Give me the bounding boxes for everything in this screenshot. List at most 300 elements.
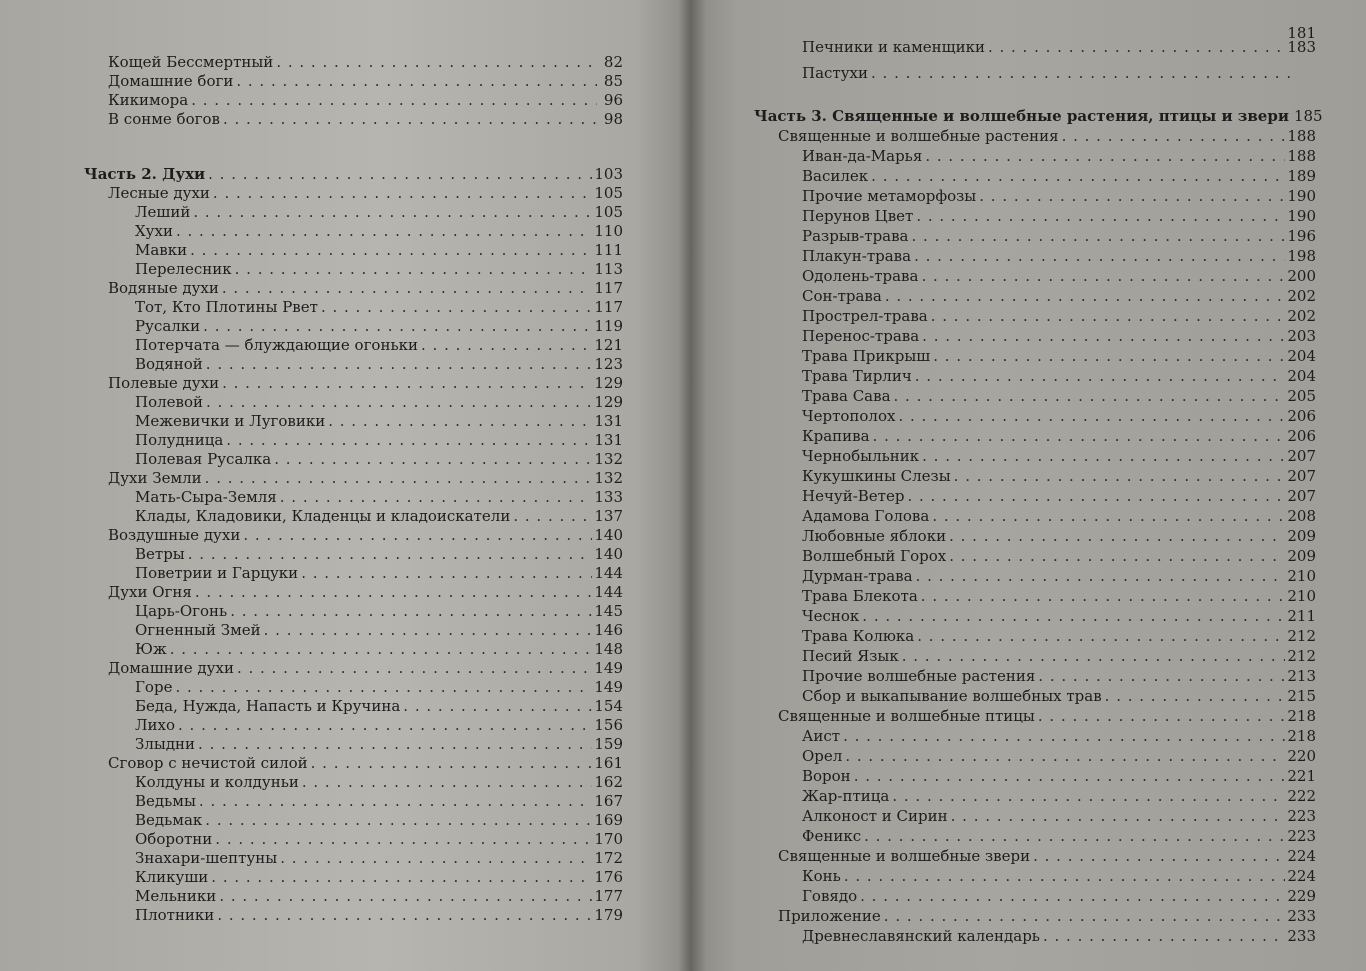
toc-subsection-entry [802, 266, 1316, 285]
toc-subsection-entry [135, 677, 623, 696]
toc-subsection-entry [135, 544, 623, 563]
toc-entry-page: 185 [1293, 107, 1323, 125]
toc-leader-dots [912, 228, 1286, 245]
toc-leader-dots [916, 568, 1286, 585]
toc-entry-title: Разрыв-трава [802, 227, 909, 245]
toc-leader-dots [226, 432, 592, 449]
toc-subsection-entry [135, 297, 623, 316]
toc-section-entry [108, 278, 623, 297]
toc-subsection-entry [135, 772, 623, 791]
toc-leader-dots [1033, 848, 1285, 865]
toc-entry-title: Знахари-шептуны [135, 849, 278, 867]
toc-entry-title: Злыдни [135, 735, 196, 753]
toc-leader-dots [871, 168, 1285, 185]
toc-leader-dots [280, 850, 592, 867]
toc-subsection-entry [802, 63, 1316, 82]
toc-entry-title: Мать-Сыра-Земля [135, 488, 277, 506]
toc-subsection-entry [802, 426, 1316, 445]
toc-subsection-entry [802, 826, 1316, 845]
toc-entry-page: 172 [594, 849, 623, 867]
toc-entry-title: Прострел-трава [802, 307, 928, 325]
toc-leader-dots [921, 268, 1285, 285]
toc-leader-dots [922, 448, 1285, 465]
toc-subsection-entry [802, 586, 1316, 605]
toc-entry-page: 176 [594, 868, 623, 886]
toc-part-heading [84, 164, 623, 183]
toc-entry-title: Алконост и Сирин [802, 807, 948, 825]
toc-entry-title: Клады, Кладовики, Кладенцы и кладоискатели [135, 507, 511, 525]
toc-entry-title: Лесные духи [108, 184, 210, 202]
toc-subsection-entry [135, 487, 623, 506]
toc-subsection-entry [135, 696, 623, 715]
toc-leader-dots [170, 641, 593, 658]
toc-leader-dots [217, 907, 592, 924]
toc-entry-page: 218 [1287, 727, 1316, 745]
toc-entry-title: Водяные духи [108, 279, 219, 297]
toc-entry-title: Ведьмы [135, 792, 196, 810]
toc-entry-page: 207 [1287, 487, 1316, 505]
toc-entry-page: 206 [1287, 427, 1316, 445]
toc-entry-page: 110 [594, 222, 623, 240]
toc-entry-page: 190 [1287, 207, 1316, 225]
toc-entry-page: 85 [603, 72, 623, 90]
toc-entry-page: 223 [1287, 827, 1316, 845]
toc-entry-page: 198 [1287, 247, 1316, 265]
toc-leader-dots [922, 328, 1285, 345]
toc-entry-title: Чернобыльник [802, 447, 920, 465]
toc-subsection-entry [135, 810, 623, 829]
toc-section-entry [108, 183, 623, 202]
toc-entry-title: Тот, Кто Плотины Рвет [135, 298, 318, 316]
toc-subsection-entry [802, 226, 1316, 245]
toc-entry-page: 144 [594, 583, 623, 601]
toc-entry-title: Полевые духи [108, 374, 220, 392]
toc-entry-title: Аист [802, 727, 841, 745]
toc-entry-page: 156 [594, 716, 623, 734]
toc-section-entry [108, 525, 623, 544]
toc-entry-page: 200 [1287, 267, 1316, 285]
toc-leader-dots [222, 375, 592, 392]
toc-entry-title: Плотники [135, 906, 215, 924]
toc-subsection-entry [135, 449, 623, 468]
toc-entry-page: 233 [1287, 927, 1316, 945]
toc-entry-title: Приложение [778, 907, 881, 925]
toc-subsection-entry [135, 202, 623, 221]
toc-leader-dots [195, 584, 592, 601]
toc-leader-dots [175, 679, 592, 696]
toc-section-entry [778, 846, 1316, 865]
toc-entry-title: Юж [135, 640, 167, 658]
toc-entry-page: 203 [1287, 327, 1316, 345]
toc-entry-page: 167 [594, 792, 623, 810]
toc-entry-title: Кукушкины Слезы [802, 467, 951, 485]
toc-subsection-entry [802, 206, 1316, 225]
toc-subsection-entry [802, 306, 1316, 325]
toc-entry-page: 129 [594, 374, 623, 392]
toc-entry-page: 98 [603, 110, 623, 128]
toc-leader-dots [328, 413, 592, 430]
toc-entry-page: 212 [1287, 627, 1316, 645]
toc-subsection-entry [802, 346, 1316, 365]
toc-subsection-entry [135, 563, 623, 582]
toc-entry-title: Волшебный Горох [802, 547, 947, 565]
toc-leader-dots [206, 394, 592, 411]
toc-entry-title: Перунов Цвет [802, 207, 914, 225]
toc-entry-title: Русалки [135, 317, 201, 335]
toc-leader-dots [198, 736, 592, 753]
toc-leader-dots [421, 337, 592, 354]
toc-subsection-entry [135, 259, 623, 278]
toc-subsection-entry [802, 466, 1316, 485]
toc-subsection-entry [135, 791, 623, 810]
toc-leader-dots [932, 508, 1285, 525]
toc-entry-title: Мавки [135, 241, 188, 259]
toc-entry-page: 212 [1287, 647, 1316, 665]
toc-entry-page: 159 [594, 735, 623, 753]
toc-entry-page: 208 [1287, 507, 1316, 525]
toc-entry-page: 148 [594, 640, 623, 658]
toc-entry-title: Духи Земли [108, 469, 202, 487]
toc-entry-page: 205 [1287, 387, 1316, 405]
toc-subsection-entry [135, 240, 623, 259]
toc-section-entry [108, 753, 623, 772]
toc-entry-title: Ветры [135, 545, 185, 563]
toc-subsection-entry [802, 606, 1316, 625]
toc-leader-dots [178, 717, 592, 734]
toc-leader-dots [222, 280, 593, 297]
toc-entry-title: Сон-трава [802, 287, 882, 305]
toc-subsection-entry [135, 848, 623, 867]
toc-entry-page: 224 [1287, 847, 1316, 865]
toc-subsection-entry [135, 867, 623, 886]
top-page-number: 181 [1287, 24, 1316, 42]
toc-leader-dots [203, 318, 592, 335]
toc-leader-dots [884, 908, 1286, 925]
toc-entry-title: Духи Огня [108, 583, 192, 601]
toc-entry-title: Трава Колюка [802, 627, 915, 645]
toc-section-entry [778, 906, 1316, 925]
toc-leader-dots [1038, 668, 1285, 685]
toc-entry-page: 213 [1287, 667, 1316, 685]
toc-subsection-entry [135, 886, 623, 905]
toc-leader-dots [894, 388, 1286, 405]
toc-entry-page: 145 [594, 602, 623, 620]
toc-leader-dots [301, 565, 592, 582]
toc-entry-page: 233 [1287, 907, 1316, 925]
toc-entry-title: Оборотни [135, 830, 213, 848]
toc-entry-page: 229 [1287, 887, 1316, 905]
toc-leader-dots [215, 831, 592, 848]
toc-subsection-entry [802, 626, 1316, 645]
toc-entry-title: Трава Блекота [802, 587, 918, 605]
toc-entry-title: Царь-Огонь [135, 602, 228, 620]
toc-entry-title: Перенос-трава [802, 327, 920, 345]
toc-entry-title: Водяной [135, 355, 203, 373]
toc-entry-page: 202 [1287, 287, 1316, 305]
toc-entry-page: 96 [603, 91, 623, 109]
toc-entry-title: Песий Язык [802, 647, 899, 665]
toc-leader-dots [230, 603, 592, 620]
toc-subsection-entry [802, 766, 1316, 785]
toc-section-entry [108, 582, 623, 601]
toc-entry-title: Поветрии и Гарцуки [135, 564, 299, 582]
book-gutter [678, 0, 706, 971]
toc-subsection-entry [135, 734, 623, 753]
toc-leader-dots [988, 39, 1285, 56]
toc-entry-page: 202 [1287, 307, 1316, 325]
toc-entry-page: 154 [594, 697, 623, 715]
toc-entry-title: Нечуй-Ветер [802, 487, 905, 505]
toc-entry-title: Прочие волшебные растения [802, 667, 1036, 685]
toc-entry-page: 215 [1287, 687, 1316, 705]
toc-subsection-entry [802, 326, 1316, 345]
toc-entry-title: Горе [135, 678, 173, 696]
toc-entry-title: Домашние боги [108, 72, 234, 90]
toc-entry-page: 129 [594, 393, 623, 411]
toc-entry-title: Лихо [135, 716, 176, 734]
toc-subsection-entry [802, 406, 1316, 425]
toc-entry-page: 146 [594, 621, 623, 639]
toc-entry-page: 111 [594, 241, 623, 259]
toc-entry-page: 210 [1287, 567, 1316, 585]
toc-section-entry [108, 658, 623, 677]
toc-entry-page: 190 [1287, 187, 1316, 205]
toc-entry-title: Кикимора [108, 91, 189, 109]
toc-entry-page: 188 [1287, 127, 1316, 145]
toc-entry-page: 103 [594, 165, 623, 183]
toc-entry-title: Василек [802, 167, 869, 185]
toc-entry-page: 162 [594, 773, 623, 791]
toc-section-entry [108, 90, 623, 109]
toc-leader-dots [274, 451, 592, 468]
toc-section-entry [108, 52, 623, 71]
toc-subsection-entry [802, 886, 1316, 905]
toc-leader-dots [917, 628, 1285, 645]
toc-leader-dots [916, 208, 1285, 225]
toc-entry-title: Чеснок [802, 607, 860, 625]
toc-entry-page: 223 [1287, 807, 1316, 825]
toc-subsection-entry [802, 366, 1316, 385]
toc-entry-page: 149 [594, 678, 623, 696]
toc-entry-page: 189 [1287, 167, 1316, 185]
toc-leader-dots [871, 65, 1290, 82]
toc-leader-dots [951, 808, 1286, 825]
toc-entry-title: Одолень-трава [802, 267, 919, 285]
toc-subsection-entry [802, 926, 1316, 945]
toc-section-entry [778, 126, 1316, 145]
toc-subsection-entry [135, 506, 623, 525]
toc-entry-title: Ворон [802, 767, 851, 785]
toc-subsection-entry [802, 746, 1316, 765]
toc-leader-dots [213, 185, 592, 202]
toc-entry-page: 133 [594, 488, 623, 506]
toc-entry-page: 218 [1287, 707, 1316, 725]
toc-entry-title: Конь [802, 867, 841, 885]
toc-leader-dots [219, 888, 592, 905]
toc-leader-dots [949, 548, 1285, 565]
toc-entry-page: 82 [603, 53, 623, 71]
toc-entry-title: Беда, Нужда, Напасть и Кручина [135, 697, 401, 715]
toc-entry-page: 161 [594, 754, 623, 772]
toc-leader-dots [223, 111, 597, 128]
toc-entry-title: Чертополох [802, 407, 896, 425]
toc-entry-page: 179 [594, 906, 623, 924]
toc-entry-page: 137 [594, 507, 623, 525]
toc-entry-page: 204 [1287, 367, 1316, 385]
toc-entry-page: 113 [594, 260, 623, 278]
toc-leader-dots [854, 768, 1286, 785]
toc-leader-dots [1038, 708, 1285, 725]
toc-subsection-entry [802, 786, 1316, 805]
toc-entry-page: 149 [594, 659, 623, 677]
toc-entry-page: 221 [1287, 767, 1316, 785]
toc-entry-title: Часть 3. Священные и волшебные растения, птицы и звери [754, 107, 1289, 125]
toc-subsection-entry [135, 620, 623, 639]
toc-leader-dots [902, 648, 1286, 665]
toc-leader-dots [176, 223, 592, 240]
toc-entry-page: 144 [594, 564, 623, 582]
toc-entry-title: Адамова Голова [802, 507, 930, 525]
toc-entry-title: Крапива [802, 427, 870, 445]
toc-leader-dots [949, 528, 1285, 545]
toc-entry-page: 119 [594, 317, 623, 335]
toc-leader-dots [205, 812, 592, 829]
toc-entry-page: 169 [594, 811, 623, 829]
toc-entry-title: Кликуши [135, 868, 209, 886]
toc-entry-page: 207 [1287, 467, 1316, 485]
toc-leader-dots [843, 728, 1285, 745]
toc-subsection-entry [802, 666, 1316, 685]
toc-leader-dots [915, 368, 1286, 385]
toc-leader-dots [862, 608, 1285, 625]
toc-entry-title: Полевой [135, 393, 203, 411]
toc-subsection-entry [802, 146, 1316, 165]
toc-leader-dots [954, 468, 1286, 485]
toc-entry-page: 209 [1287, 547, 1316, 565]
toc-entry-page: 121 [594, 336, 623, 354]
toc-entry-title: Орел [802, 747, 843, 765]
toc-subsection-entry [802, 486, 1316, 505]
toc-entry-page: 117 [594, 279, 623, 297]
toc-leader-dots [892, 788, 1285, 805]
toc-subsection-entry [135, 411, 623, 430]
toc-entry-title: Хухи [135, 222, 173, 240]
toc-subsection-entry [135, 905, 623, 924]
toc-entry-title: Трава Тирлич [802, 367, 912, 385]
toc-entry-page: 204 [1287, 347, 1316, 365]
toc-subsection-entry [802, 546, 1316, 565]
toc-section-entry [108, 109, 623, 128]
toc-entry-page: 209 [1287, 527, 1316, 545]
toc-entry-title: Сбор и выкапывание волшебных трав [802, 687, 1102, 705]
toc-entry-title: Сговор с нечистой силой [108, 754, 308, 772]
toc-subsection-entry [802, 566, 1316, 585]
toc-leader-dots [844, 868, 1286, 885]
toc-leader-dots [1105, 688, 1286, 705]
toc-subsection-entry [802, 526, 1316, 545]
toc-entry-page: 105 [594, 203, 623, 221]
toc-leader-dots [321, 299, 592, 316]
toc-entry-title: Мельники [135, 887, 217, 905]
toc-entry-title: Священные и волшебные растения [778, 127, 1059, 145]
toc-subsection-entry [802, 286, 1316, 305]
toc-subsection-entry [802, 37, 1316, 56]
toc-entry-title: Полудница [135, 431, 224, 449]
toc-entry-title: Трава Сава [802, 387, 891, 405]
toc-entry-title: В сонме богов [108, 110, 220, 128]
toc-leader-dots [931, 308, 1286, 325]
toc-entry-title: Плакун-трава [802, 247, 912, 265]
toc-entry-page: 140 [594, 526, 623, 544]
toc-section-entry [108, 71, 623, 90]
toc-subsection-entry [802, 646, 1316, 665]
toc-subsection-entry [135, 715, 623, 734]
toc-leader-dots [907, 488, 1285, 505]
toc-leader-dots [302, 774, 593, 791]
toc-entry-page: 220 [1287, 747, 1316, 765]
toc-subsection-entry [135, 316, 623, 335]
toc-entry-page: 131 [594, 431, 623, 449]
toc-entry-title: Пастухи [802, 64, 869, 82]
toc-leader-dots [885, 288, 1286, 305]
toc-entry-title: Огненный Змей [135, 621, 261, 639]
toc-entry-page: 170 [594, 830, 623, 848]
toc-leader-dots [206, 356, 593, 373]
toc-leader-dots [925, 148, 1285, 165]
toc-entry-title: Кощей Бессмертный [108, 53, 274, 71]
toc-entry-title: Леший [135, 203, 191, 221]
toc-entry-page: 117 [594, 298, 623, 316]
toc-leader-dots [921, 588, 1286, 605]
toc-subsection-entry [802, 446, 1316, 465]
toc-entry-title: Прочие метаморфозы [802, 187, 977, 205]
toc-entry-title: Жар-птица [802, 787, 890, 805]
toc-leader-dots [311, 755, 593, 772]
toc-entry-title: Говядо [802, 887, 858, 905]
toc-subsection-entry [802, 806, 1316, 825]
right-page [690, 0, 1366, 971]
toc-subsection-entry [802, 726, 1316, 745]
toc-entry-page: 188 [1287, 147, 1316, 165]
toc-leader-dots [237, 660, 592, 677]
toc-entry-title: Домашние духи [108, 659, 234, 677]
toc-entry-page: 123 [594, 355, 623, 373]
toc-leader-dots [211, 869, 592, 886]
toc-subsection-entry [135, 335, 623, 354]
toc-entry-title: Священные и волшебные птицы [778, 707, 1035, 725]
toc-subsection-entry [802, 386, 1316, 405]
toc-entry-title: Межевички и Луговики [135, 412, 326, 430]
toc-entry-page: 177 [594, 887, 623, 905]
toc-leader-dots [914, 248, 1285, 265]
toc-leader-dots [280, 489, 593, 506]
toc-leader-dots [276, 54, 597, 71]
toc-leader-dots [208, 166, 592, 183]
toc-subsection-entry [135, 430, 623, 449]
toc-section-entry [108, 373, 623, 392]
toc-subsection-entry [802, 246, 1316, 265]
toc-leader-dots [1062, 128, 1286, 145]
toc-entry-title: Феникс [802, 827, 862, 845]
toc-leader-dots [188, 546, 593, 563]
toc-leader-dots [191, 92, 597, 109]
toc-entry-title: Дурман-трава [802, 567, 913, 585]
toc-entry-page: 140 [594, 545, 623, 563]
toc-entry-page: 132 [594, 469, 623, 487]
toc-leader-dots [873, 428, 1286, 445]
toc-subsection-entry [135, 829, 623, 848]
toc-leader-dots [513, 508, 592, 525]
